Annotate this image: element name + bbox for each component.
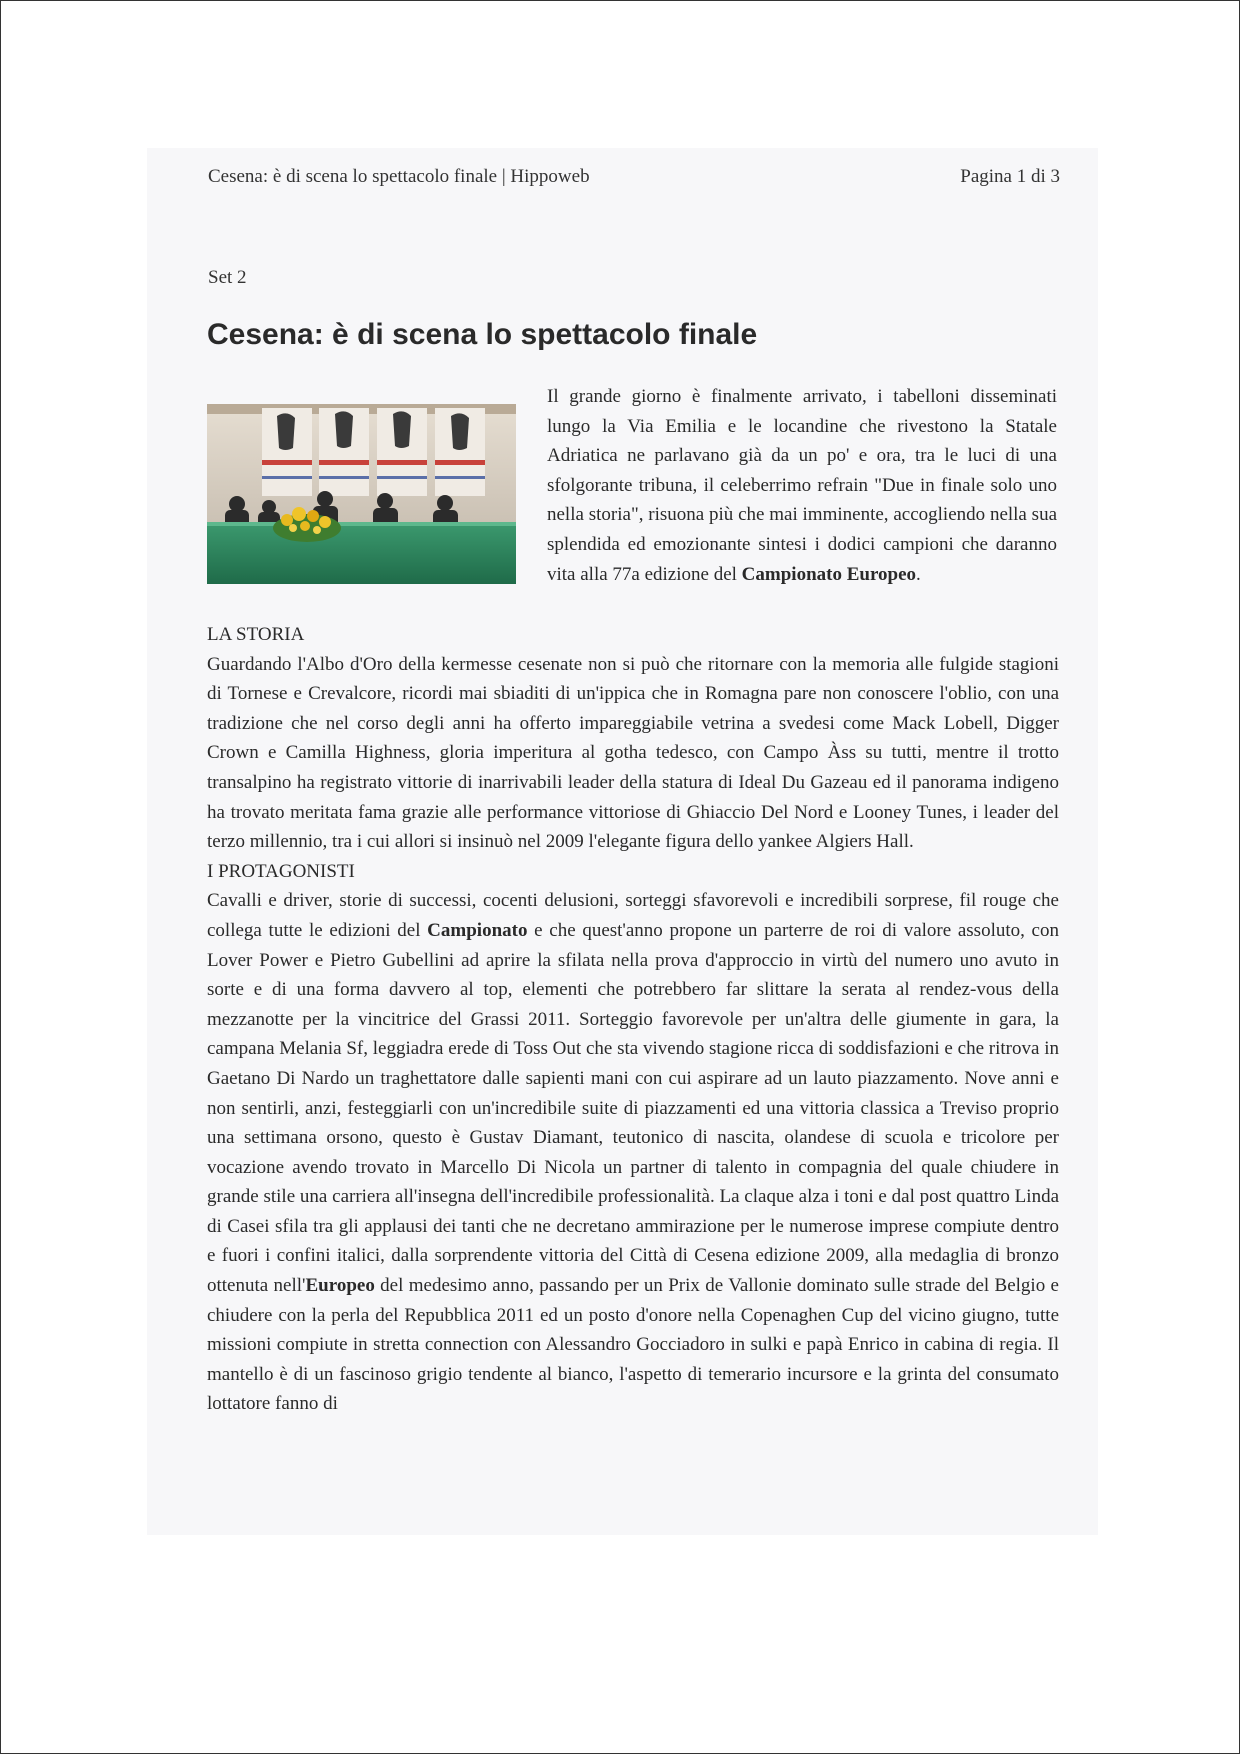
intro-text: Il grande giorno è finalmente arrivato, i tabelloni disseminati lungo la Via Emilia e le locandine che rivestono la Statale Adriatica ne parlavano già da un po' e ora, tra le luci di una sfolgorante tribuna, il celeberrimo refrain "Due in finale solo uno nella storia", risuona più che mai imminente, accogliendo nella sua splendida ed emozionante sintesi i dodici campioni che daranno vita alla 77a edizione del (547, 386, 1057, 585)
bold-europeo: Europeo (305, 1275, 375, 1297)
article-body (207, 620, 1059, 1419)
intro-paragraph (547, 382, 1057, 589)
article-title: Cesena: è di scena lo spettacolo finale (207, 318, 758, 351)
section-heading-la-storia: LA STORIA (207, 624, 305, 645)
header-title: Cesena: è di scena lo spettacolo finale | Hippoweb (208, 166, 590, 187)
post-date: Set 2 (208, 267, 247, 288)
protagonisti-text-a: Cavalli e driver, storie di successi, cocenti delusioni, sorteggi sfavorevoli e incredibili sorprese, fil rouge che collega tutte le edizioni del (207, 890, 1059, 941)
intro-bold-campionato-europeo: Campionato Europeo (741, 563, 917, 585)
press-conference-photo (207, 404, 516, 584)
intro-end: . (916, 563, 921, 585)
paragraph-i-protagonisti (207, 886, 1059, 1419)
protagonisti-text-c: del medesimo anno, passando per un Prix de Vallonie dominato sulle strade del Belgio e chiudere con la perla del Repubblica 2011 ed un posto d'onore nella Copenaghen Cup del vicino giugno, tutte missioni compiute in stretta connection con Alessandro Gocciadoro in sulki e papà Enrico in cabina di regia. Il mantello è di un fascinoso grigio tendente al bianco, l'aspetto di temerario incursore e la grinta del consumato lottatore fanno di (207, 1275, 1059, 1415)
paragraph-la-storia: Guardando l'Albo d'Oro della kermesse cesenate non si può che ritornare con la memoria alle fulgide stagioni di Tornese e Crevalcore, ricordi mai sbiaditi di un'ippica che in Romagna pare non conoscere l'oblio, con una tradizione che nel corso degli anni ha offerto impareggiabile vetrina a svedesi come Mack Lobell, Digger Crown e Camilla Highness, gloria imperitura al gotha tedesco, con Campo Àss su tutti, mentre il trotto transalpino ha registrato vittorie di inarrivabili leader della statura di Ideal Du Gazeau ed il panorama indigeno ha trovato meritata fama grazie alle performance vittoriose di Ghiaccio Del Nord e Looney Tunes, i leader del terzo millennio, tra i cui allori si insinuò nel 2009 l'elegante figura dello yankee Algiers Hall. (207, 653, 1059, 853)
header-page-number: Pagina 1 di 3 (960, 166, 1060, 187)
bold-campionato: Campionato (427, 919, 528, 941)
photo-illustration (207, 404, 516, 584)
section-heading-i-protagonisti: I PROTAGONISTI (207, 860, 355, 882)
protagonisti-text-b: e che quest'anno propone un parterre de roi di valore assoluto, con Lover Power e Pietro Gubellini ad aprire la sfilata nella prova d'approccio in virtù del numero uno avuto in sorte e di una forma davvero al top, elementi che potrebbero far slittare la serata al rendez-vous della mezzanotte per la vincitrice del Grassi 2011. Sorteggio favorevole per un'altra delle giumente in gara, la campana Melania Sf, leggiadra erede di Toss Out che sta vivendo stagione ricca di soddisfazioni e che ritrova in Gaetano Di Nardo un traghettatore dalle sapienti mani con cui aspirare ad un lauto piazzamento. Nove anni e non sentirli, anzi, festeggiarli con un'incredibile suite di piazzamenti ed una vittoria classica a Treviso proprio una settimana orsono, questo è Gustav Diamant, teutonico di nascita, olandese di scuola e tricolore per vocazione avendo trovato in Marcello Di Nicola un partner di talento in compagnia del quale chiudere in grande stile una carriera all'insegna dell'incredibile professionalità. La claque alza i toni e dal post quattro Linda di Casei sfila tra gli applausi dei tanti che ne decretano ammirazione per le numerose imprese compiute dentro e fuori i confini italici, dalla sorprendente vittoria del Città di Cesena edizione 2009, alla medaglia di bronzo ottenuta nell' (207, 919, 1059, 1297)
